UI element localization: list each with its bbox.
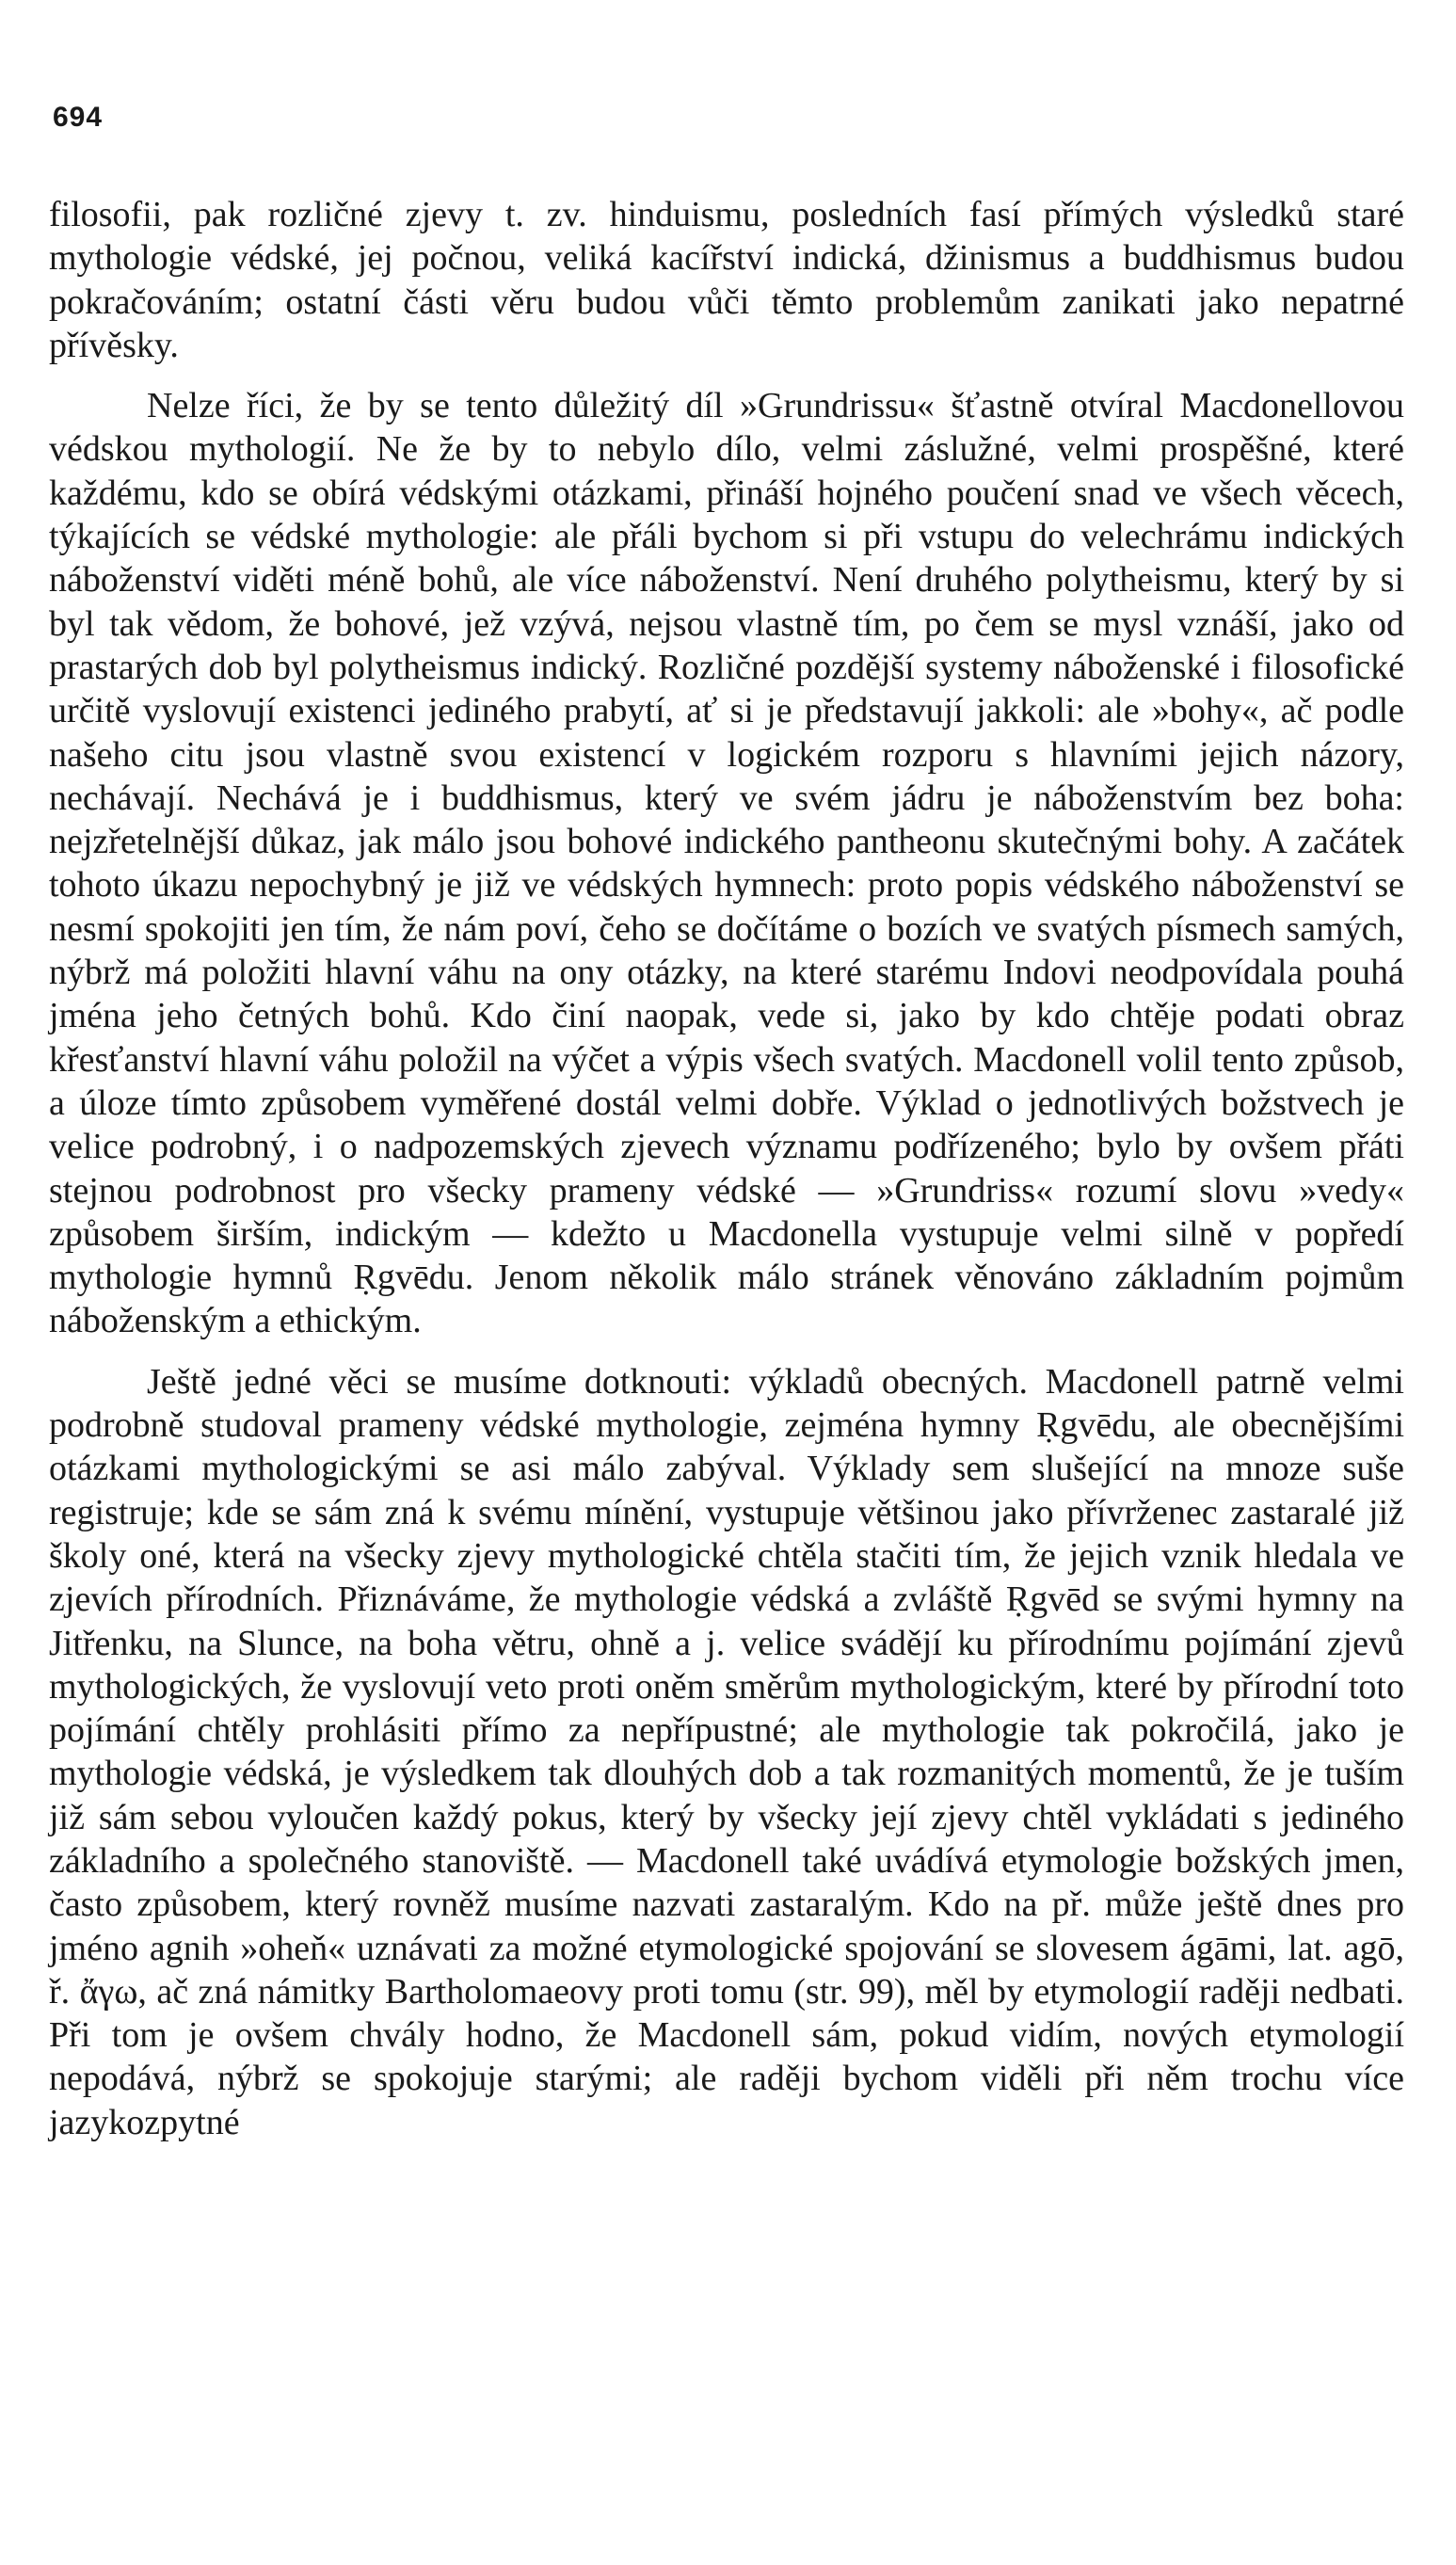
paragraph-grundriss-critique: Nelze říci, že by se tento důležitý díl »Grundrissu« šťastně otvíral Macdonellovou védskou mythologií. Ne že by to nebylo dílo, velmi záslužné, velmi prospěšné, které každému, kdo se obírá védskými otázkami, přináší hojného poučení snad ve všech věcech, týkajících se védské mythologie: ale přáli bychom si při vstupu do velechrámu indických náboženství viděti méně bohů, ale více náboženství. Není druhého polytheismu, který by si byl tak vědom, že bohové, jež vzývá, nejsou vlastně tím, po čem se mysl vznáší, jako od prastarých dob byl polytheismus indický. Rozličné pozdější systemy náboženské i filosofické určitě vyslovují existenci jediného prabytí, ať si je představují jakkoli: ale »bohy«, ač podle našeho citu jsou vlastně svou existencí v logickém rozporu s hlavními jejich názory, nechávají. Nechává je i buddhismus, který ve svém jádru je náboženstvím bez boha: nejzřetelnější důkaz, jak málo jsou bohové indického pantheonu skutečnými bohy. A začátek tohoto úkazu nepochybný je již ve védských hymnech: proto popis védského náboženství se nesmí spokojiti jen tím, že nám poví, čeho se dočítáme o bozích ve svatých písmech samých, nýbrž má položiti hlavní váhu na ony otázky, na které starému Indovi neodpovídala pouhá jména jeho četných bohů. Kdo činí naopak, vede si, jako by kdo chtěje podati obraz křesťanství hlavní váhu položil na výčet a výpis všech svatých. Macdonell volil tento způsob, a úloze tímto způsobem vyměřené dostál velmi dobře. Výklad o jednotlivých božstvech je velice podrobný, i o nadpozemských zjevech významu podřízeného; bylo by ovšem přáti stejnou podrobnost pro všecky prameny védské — »Grundriss« rozumí slovu »vedy« způsobem širším, indickým — kdežto u Macdonella vystupuje velmi silně v popředí mythologie hymnů Ṛgvēdu. Jenom několik málo stránek věnováno základním pojmům náboženským a ethickým. xyxy=(49,386,1404,1341)
text-column xyxy=(49,193,1404,2144)
paragraph-general-explanations: Ještě jedné věci se musíme dotknouti: výkladů obecných. Macdonell patrně velmi podrobně studoval prameny védské mythologie, zejména hymny Ṛgvēdu, ale obecnějšími otázkami mythologickými se asi málo zabýval. Výklady sem slušející na mnoze suše registruje; kde se sám zná k svému mínění, vystupuje většinou jako přívrženec zastaralé již školy oné, která na všecky zjevy mythologické chtěla stačiti tím, že jejich vznik hledala ve zjevích přírodních. Přiznáváme, že mythologie védská a zvláště Ṛgvēd se svými hymny na Jitřenku, na Slunce, na boha větru, ohně a j. velice svádějí ku přírodnímu pojímání zjevů mythologických, že vyslovují veto proti oněm směrům mythologickým, které by přírodní toto pojímání chtěly prohlásiti přímo za nepřípustné; ale mythologie tak pokročilá, jako je mythologie védská, je výsledkem tak dlouhých dob a tak rozmanitých momentů, že je tuším již sám sebou vyloučen každý pokus, který by všecky její zjevy chtěl vykládati s jediného základního a společného stanoviště. — Macdonell také uvádívá etymologie božských jmen, často způsobem, který rovněž musíme nazvati zastaralým. Kdo na př. může ještě dnes pro jméno agnih »oheň« uznávati za možné etymologické spojování se slovesem ágāmi, lat. agō, ř. ἄγω, ač zná námitky Bartholomaeovy proti tomu (str. 99), měl by etymologií raději nedbati. Při tom je ovšem chvály hodno, že Macdonell sám, pokud vidím, nových etymologií nepodává, nýbrž se spokojuje starými; ale raději bychom viděli při něm trochu více jazykozpytné xyxy=(49,1361,1404,2142)
page-number: 694 xyxy=(53,102,104,133)
paragraph-continuation: filosofii, pak rozličné zjevy t. zv. hinduismu, posledních fasí přímých výsledků staré mythologie védské, jej počnou, veliká kacířství indická, džinismus a buddhismus budou pokračováním; ostatní části věru budou vůči těmto problemům zanikati jako nepatrné přívěsky. xyxy=(49,195,1404,365)
